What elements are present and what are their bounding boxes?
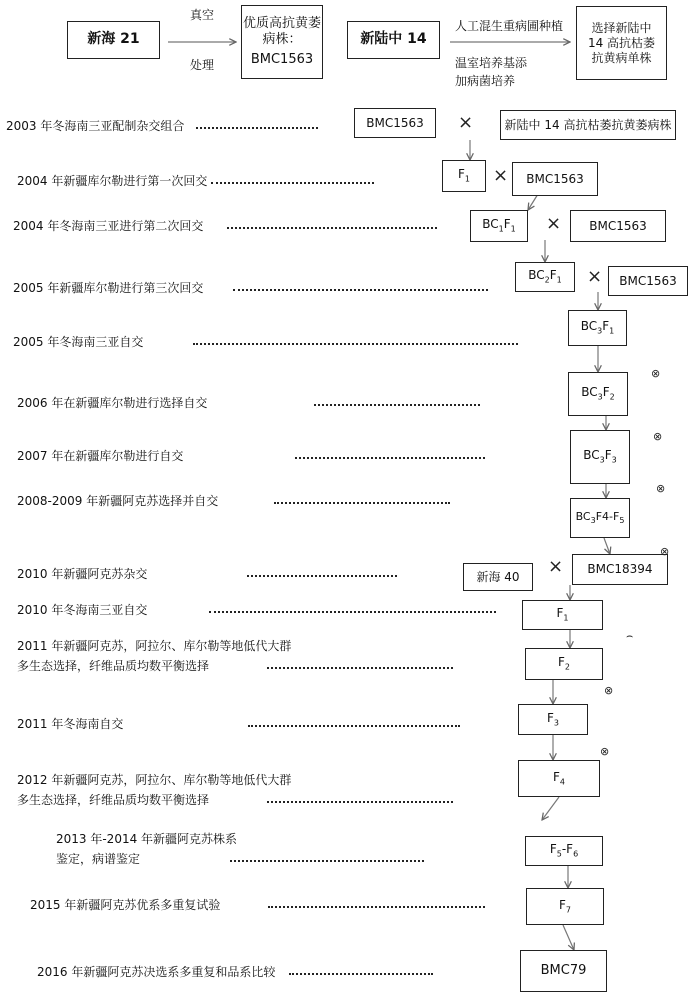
node-bmc1563-backcross3: BMC1563 xyxy=(608,266,688,296)
stage-2005-third: 2005 年新疆库尔勒进行第三次回交 xyxy=(13,278,488,298)
stage-2006: 2006 年在新疆库尔勒进行选择自交 xyxy=(17,393,480,413)
stage-2013-2014-cont: 鉴定，病谱鉴定 xyxy=(56,849,424,869)
node-bmc1563-backcross2: BMC1563 xyxy=(570,210,666,242)
self-symbol: ⊗ xyxy=(656,482,666,495)
stage-2015: 2015 年新疆阿克苏优系多重复试验 xyxy=(30,895,485,915)
self-symbol: ⊗ xyxy=(660,545,670,558)
stage-leader xyxy=(295,446,485,459)
stage-2005-self: 2005 年冬海南三亚自交 xyxy=(13,332,518,352)
node-bc3f1 xyxy=(568,310,627,346)
arrow-to-bmc79 xyxy=(563,925,574,950)
stage-leader xyxy=(227,216,437,229)
partial-self-symbol: ⌢ xyxy=(626,629,634,642)
node-bc3f3 xyxy=(570,430,630,484)
self-symbol: ⊗ xyxy=(600,745,610,758)
vacuum-label: 真空 xyxy=(190,8,215,22)
node-bmc18394: BMC18394 xyxy=(572,554,668,585)
selected-plant-id: BMC1563 xyxy=(250,52,314,68)
stage-leader xyxy=(274,491,450,504)
node-bc2f1 xyxy=(515,262,575,292)
node-bmc1563: BMC1563 xyxy=(354,108,436,138)
stage-leader xyxy=(196,116,318,129)
node-f4 xyxy=(518,760,600,797)
node-f2 xyxy=(525,648,603,680)
stage-2016: 2016 年新疆阿克苏决选系多重复和品系比较 xyxy=(37,962,433,982)
resistant-plant-line3: 抗黄病单株 xyxy=(591,50,652,65)
self-symbol: ⊗ xyxy=(651,367,661,380)
stage-2011-selection: 2011 年新疆阿克苏，阿拉尔、库尔勒等地低代大群 xyxy=(17,639,292,653)
stage-leader xyxy=(230,849,424,862)
treatment-label: 处理 xyxy=(190,58,215,72)
node-bc3f2 xyxy=(568,372,628,416)
parent-xinhai21-label: 新海 21 xyxy=(87,31,140,48)
self-symbol: ⊗ xyxy=(653,430,663,443)
cross-symbol: × xyxy=(493,165,509,186)
node-label: $BC_1F_1$ xyxy=(482,217,516,234)
selected-plant-bmc1563-box xyxy=(241,5,323,79)
cross-symbol: × xyxy=(546,213,562,234)
selected-plant-desc: 优质高抗黄萎病株： xyxy=(242,15,321,47)
stage-2004-first: 2004 年新疆库尔勒进行第一次回交 xyxy=(17,171,374,191)
node-f3 xyxy=(518,704,588,735)
node-f1-first xyxy=(442,160,486,192)
stage-2011-self: 2011 年冬海南自交 xyxy=(17,714,460,734)
stage-leader xyxy=(233,278,488,291)
node-label: $BC_3F4-F_5$ xyxy=(575,509,625,526)
node-xinhai40: 新海 40 xyxy=(463,563,533,591)
node-label: $F_2$ xyxy=(558,655,570,672)
node-f1-second xyxy=(522,600,603,630)
node-label: $F_4$ xyxy=(553,769,565,787)
self-symbol: ⊗ xyxy=(604,684,614,697)
node-label: $F_1$ xyxy=(556,606,569,623)
stage-leader xyxy=(289,962,433,975)
node-label: $BC_2F_1$ xyxy=(528,268,562,285)
resistant-plant-line2: 14 高抗枯萎 xyxy=(587,35,656,50)
resistant-plant-selection-box xyxy=(576,6,667,80)
stage-leader xyxy=(209,600,496,613)
stage-2010-cross: 2010 年新疆阿克苏杂交 xyxy=(17,564,397,584)
cross-symbol: × xyxy=(458,112,474,133)
node-label: $F_3$ xyxy=(547,710,559,728)
parent-xinluzhong14-box xyxy=(347,21,440,59)
node-bc3f4-f5 xyxy=(570,498,630,538)
pathogen-method-label: 加病菌培养 xyxy=(455,74,516,88)
node-label: $BC_3F_2$ xyxy=(581,385,615,402)
node-xinluzhong14-resistant: 新陆中 14 高抗枯萎抗黄萎病株 xyxy=(500,110,676,140)
stage-leader xyxy=(267,790,453,803)
node-bc1f1 xyxy=(470,210,528,242)
stage-2012-selection-cont: 多生态选择，纤维品质均数平衡选择 xyxy=(17,790,453,810)
greenhouse-method-label: 温室培养基添 xyxy=(455,56,528,70)
node-bmc1563-backcross1: BMC1563 xyxy=(512,162,598,196)
stage-leader xyxy=(248,714,460,727)
parent-xinluzhong14-label: 新陆中 14 xyxy=(360,31,427,48)
parent-xinhai21-box xyxy=(67,21,160,59)
stage-leader xyxy=(267,656,453,669)
node-label: $BC_3F_3$ xyxy=(583,448,617,465)
stage-2011-selection-cont: 多生态选择，纤维品质均数平衡选择 xyxy=(17,656,453,676)
node-f7 xyxy=(526,888,604,925)
cross-symbol: × xyxy=(587,266,603,287)
stage-2013-2014: 2013 年-2014 年新疆阿克苏株系 xyxy=(56,832,238,846)
cross-symbol: × xyxy=(548,556,564,577)
node-bmc79: BMC79 xyxy=(520,950,607,992)
stage-leader xyxy=(211,171,374,184)
stage-leader xyxy=(314,393,480,406)
node-label: $BC_3F_1$ xyxy=(580,319,615,336)
node-label: $F_7$ xyxy=(559,897,571,915)
node-label: $F_5-F_6$ xyxy=(549,842,579,859)
field-method-label: 人工混生重病圃种植 xyxy=(455,19,564,33)
stage-2007: 2007 年在新疆库尔勒进行自交 xyxy=(17,446,485,466)
arrow-to-bc1f1 xyxy=(528,194,538,210)
stage-2003: 2003 年冬海南三亚配制杂交组合 xyxy=(6,116,318,136)
node-label: $F_1$ xyxy=(458,167,470,184)
stage-2004-second: 2004 年冬海南三亚进行第二次回交 xyxy=(13,216,437,236)
node-f5-f6 xyxy=(525,836,603,866)
arrow-to-bmc18394 xyxy=(604,538,610,554)
stage-leader xyxy=(268,895,485,908)
stage-2012-selection: 2012 年新疆阿克苏，阿拉尔、库尔勒等地低代大群 xyxy=(17,773,292,787)
stage-2010-self: 2010 年冬海南三亚自交 xyxy=(17,600,496,620)
resistant-plant-line1: 选择新陆中 xyxy=(591,20,652,35)
arrow-to-f5f6 xyxy=(542,797,559,820)
stage-leader xyxy=(193,332,518,345)
stage-2008-2009: 2008-2009 年新疆阿克苏选择并自交 xyxy=(17,491,450,511)
stage-leader xyxy=(247,564,397,577)
